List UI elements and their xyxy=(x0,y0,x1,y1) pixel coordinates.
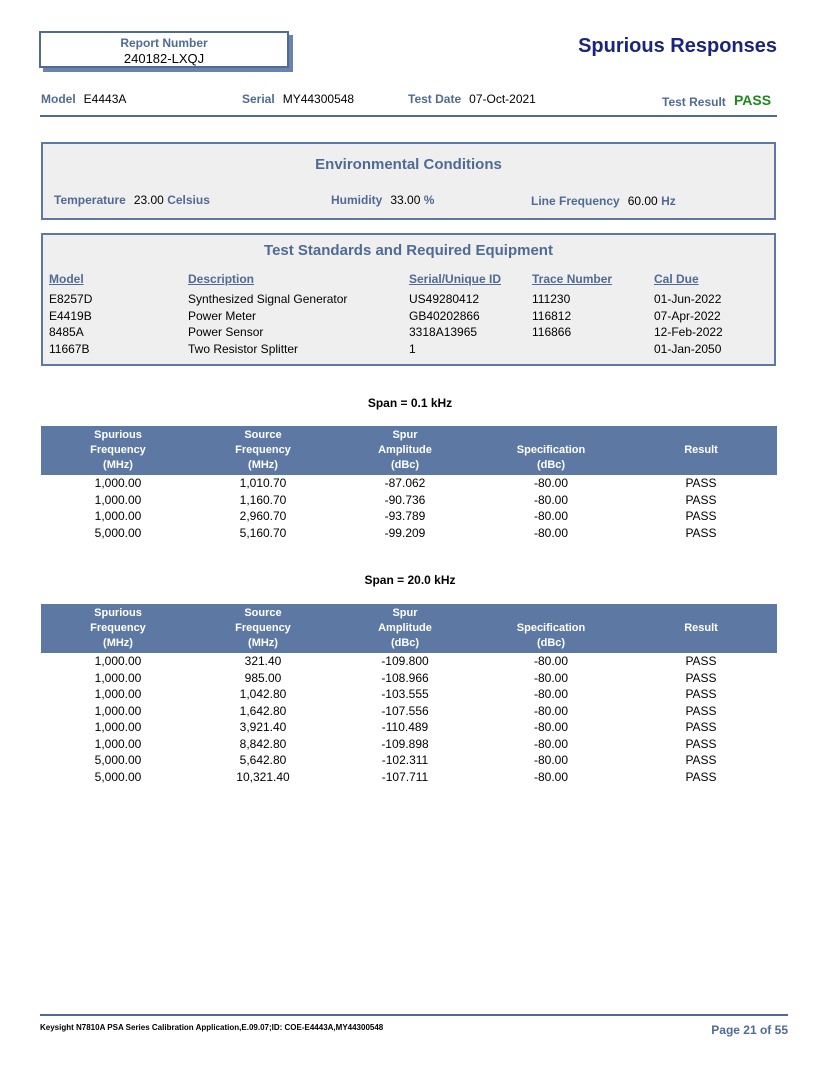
equipment-cell-trace: 116866 xyxy=(532,325,572,339)
span-2-table-header xyxy=(41,604,777,653)
cell-specification: -80.00 xyxy=(533,492,569,507)
page-title: Spurious Responses xyxy=(578,35,777,57)
temperature-value: 23.00 xyxy=(133,193,164,207)
serial-label: Serial xyxy=(242,92,275,106)
column-header-result xyxy=(631,604,771,653)
test-date-value: 07-Oct-2021 xyxy=(469,92,536,106)
equipment-col-cal-due: Cal Due xyxy=(654,272,699,286)
cell-specification: -80.00 xyxy=(533,769,569,784)
cell-specification: -80.00 xyxy=(533,525,569,540)
cell-spur-amplitude: -103.555 xyxy=(381,687,429,701)
equipment-cell-serial: 3318A13965 xyxy=(409,325,478,339)
cell-spur-amplitude: -93.789 xyxy=(384,509,426,523)
cell-source-frequency: 1,010.70 xyxy=(239,476,287,490)
cell-result: PASS xyxy=(685,753,717,767)
cell-result: PASS xyxy=(685,670,717,685)
report-number-value: 240182-LXQJ xyxy=(123,51,205,66)
span-1-table-header xyxy=(41,426,777,475)
column-header-line: Specification xyxy=(516,444,586,456)
cell-spur-amplitude: -107.556 xyxy=(381,703,429,718)
cell-source-frequency: 321.40 xyxy=(244,654,282,668)
cell-result: PASS xyxy=(685,492,717,507)
cell-result: PASS xyxy=(685,736,717,751)
equipment-cell-cal-due: 01-Jan-2050 xyxy=(654,341,722,356)
cell-specification: -80.00 xyxy=(533,670,569,685)
column-header-line: Frequency xyxy=(90,622,146,634)
cell-specification: -80.00 xyxy=(533,509,569,523)
cell-result: PASS xyxy=(685,769,717,784)
serial-field xyxy=(242,92,354,106)
column-header-spur-amplitude xyxy=(335,426,475,475)
cell-source-frequency: 2,960.70 xyxy=(239,509,287,523)
equipment-cell-description: Two Resistor Splitter xyxy=(188,341,299,356)
cell-spur-amplitude: -102.311 xyxy=(381,753,429,767)
model-label: Model xyxy=(41,92,76,106)
model-field xyxy=(41,92,126,106)
page-number: Page 21 of 55 xyxy=(711,1023,788,1037)
column-header-line: Frequency xyxy=(90,444,146,456)
equipment-cell-model: 8485A xyxy=(49,325,84,339)
column-header-source-frequency xyxy=(193,604,333,653)
cell-source-frequency: 10,321.40 xyxy=(236,769,290,784)
cell-source-frequency: 985.00 xyxy=(244,670,282,685)
column-header-line: Specification xyxy=(516,622,586,634)
cell-result: PASS xyxy=(685,476,717,490)
cell-spur-amplitude: -108.966 xyxy=(381,670,429,685)
cell-spur-amplitude: -110.489 xyxy=(381,720,429,734)
test-date-label: Test Date xyxy=(408,92,462,106)
cell-spur-amplitude: -99.209 xyxy=(384,525,426,540)
cell-source-frequency: 5,160.70 xyxy=(239,525,287,540)
cell-spurious-frequency: 1,000.00 xyxy=(94,687,142,701)
model-value: E4443A xyxy=(83,92,127,106)
column-header-line: Spurious xyxy=(94,429,142,441)
column-header-spur-amplitude xyxy=(335,604,475,653)
column-header-line: Result xyxy=(684,444,718,456)
column-header-line: Frequency xyxy=(235,444,291,456)
cell-specification: -80.00 xyxy=(533,654,569,668)
column-header-specification xyxy=(476,426,626,475)
temperature-field xyxy=(54,193,210,207)
column-header-line: Frequency xyxy=(235,622,291,634)
column-header-line: (dBc) xyxy=(390,637,420,649)
span-1-title: Span = 0.1 kHz xyxy=(367,396,453,410)
cell-specification: -80.00 xyxy=(533,476,569,490)
column-header-line: Result xyxy=(684,622,718,634)
column-header-line: Source xyxy=(244,429,282,441)
footer-text: Keysight N7810A PSA Series Calibration Application,E.09.07;ID: COE-E4443A,MY44300548 xyxy=(40,1023,384,1032)
cell-spurious-frequency: 1,000.00 xyxy=(94,720,142,734)
cell-source-frequency: 3,921.40 xyxy=(239,720,287,734)
report-number-box xyxy=(39,31,289,68)
cell-spurious-frequency: 5,000.00 xyxy=(94,753,142,767)
line-frequency-label: Line Frequency xyxy=(531,194,620,208)
column-header-line: Source xyxy=(244,607,282,619)
cell-spurious-frequency: 5,000.00 xyxy=(94,769,142,784)
environment-title: Environmental Conditions xyxy=(315,156,502,173)
cell-spurious-frequency: 1,000.00 xyxy=(94,736,142,751)
test-result-value: PASS xyxy=(734,92,772,108)
equipment-cell-serial: GB40202866 xyxy=(409,308,480,323)
equipment-panel xyxy=(41,233,776,366)
cell-result: PASS xyxy=(685,720,717,734)
line-frequency-unit: Hz xyxy=(661,194,676,208)
cell-spurious-frequency: 1,000.00 xyxy=(94,703,142,718)
cell-specification: -80.00 xyxy=(533,703,569,718)
equipment-cell-cal-due: 07-Apr-2022 xyxy=(654,308,721,323)
cell-source-frequency: 1,042.80 xyxy=(239,687,287,701)
cell-specification: -80.00 xyxy=(533,736,569,751)
equipment-cell-model: E4419B xyxy=(49,308,92,323)
equipment-cell-serial: US49280412 xyxy=(409,292,480,306)
column-header-line: Spurious xyxy=(94,607,142,619)
environment-panel xyxy=(41,142,776,220)
cell-spur-amplitude: -87.062 xyxy=(384,476,426,490)
equipment-cell-description: Power Meter xyxy=(188,308,257,323)
cell-spurious-frequency: 1,000.00 xyxy=(94,476,142,490)
cell-specification: -80.00 xyxy=(533,720,569,734)
column-header-line: Amplitude xyxy=(378,622,432,634)
column-header-line: (dBc) xyxy=(536,637,566,649)
humidity-unit: % xyxy=(423,193,435,207)
equipment-title: Test Standards and Required Equipment xyxy=(264,242,553,259)
column-header-spurious-frequency xyxy=(48,426,188,475)
column-header-line: Amplitude xyxy=(378,444,432,456)
cell-result: PASS xyxy=(685,525,717,540)
equipment-col-description: Description xyxy=(188,272,255,286)
cell-result: PASS xyxy=(685,687,717,701)
cell-source-frequency: 8,842.80 xyxy=(239,736,287,751)
cell-result: PASS xyxy=(685,703,717,718)
column-header-specification xyxy=(476,604,626,653)
equipment-col-serial: Serial/Unique ID xyxy=(409,272,502,286)
cell-spurious-frequency: 1,000.00 xyxy=(94,654,142,668)
humidity-label: Humidity xyxy=(331,193,383,207)
cell-spurious-frequency: 1,000.00 xyxy=(94,492,142,507)
report-number-label: Report Number xyxy=(120,36,208,50)
test-date-field xyxy=(408,92,536,106)
test-result-label: Test Result xyxy=(662,95,726,109)
cell-specification: -80.00 xyxy=(533,687,569,701)
cell-source-frequency: 5,642.80 xyxy=(239,753,287,767)
column-header-line: (MHz) xyxy=(248,459,278,471)
column-header-line: (MHz) xyxy=(248,637,278,649)
line-frequency-value: 60.00 xyxy=(627,194,658,208)
cell-spurious-frequency: 1,000.00 xyxy=(94,509,142,523)
column-header-line: Spur xyxy=(392,607,418,619)
equipment-cell-trace: 116812 xyxy=(532,308,572,323)
header-divider xyxy=(40,115,777,117)
equipment-cell-description: Synthesized Signal Generator xyxy=(188,292,348,306)
equipment-cell-cal-due: 01-Jun-2022 xyxy=(654,292,722,306)
equipment-cell-model: 11667B xyxy=(49,341,90,356)
cell-spurious-frequency: 1,000.00 xyxy=(94,670,142,685)
equipment-cell-model: E8257D xyxy=(49,292,93,306)
equipment-cell-serial: 1 xyxy=(409,341,416,356)
equipment-cell-description: Power Sensor xyxy=(188,325,264,339)
cell-source-frequency: 1,642.80 xyxy=(239,703,287,718)
column-header-line: (dBc) xyxy=(390,459,420,471)
humidity-value: 33.00 xyxy=(390,193,421,207)
column-header-source-frequency xyxy=(193,426,333,475)
span-2-title: Span = 20.0 kHz xyxy=(364,573,456,587)
equipment-col-model: Model xyxy=(49,272,84,286)
serial-value: MY44300548 xyxy=(282,92,355,106)
cell-result: PASS xyxy=(685,509,717,523)
cell-source-frequency: 1,160.70 xyxy=(239,492,287,507)
footer-divider xyxy=(40,1014,788,1016)
column-header-line: Spur xyxy=(392,429,418,441)
column-header-line: (MHz) xyxy=(103,459,133,471)
cell-spurious-frequency: 5,000.00 xyxy=(94,525,142,540)
cell-result: PASS xyxy=(685,654,717,668)
cell-spur-amplitude: -90.736 xyxy=(384,492,426,507)
cell-spur-amplitude: -109.800 xyxy=(381,654,429,668)
column-header-line: (MHz) xyxy=(103,637,133,649)
equipment-cell-cal-due: 12-Feb-2022 xyxy=(654,325,723,339)
column-header-line: (dBc) xyxy=(536,459,566,471)
equipment-col-trace: Trace Number xyxy=(532,272,613,286)
cell-specification: -80.00 xyxy=(533,753,569,767)
cell-spur-amplitude: -107.711 xyxy=(381,769,429,784)
humidity-field xyxy=(331,193,434,207)
temperature-unit: Celsius xyxy=(167,193,210,207)
equipment-cell-trace: 111230 xyxy=(532,292,571,306)
column-header-spurious-frequency xyxy=(48,604,188,653)
cell-spur-amplitude: -109.898 xyxy=(381,736,429,751)
temperature-label: Temperature xyxy=(54,193,126,207)
line-frequency-field xyxy=(531,194,676,208)
column-header-result xyxy=(631,426,771,475)
